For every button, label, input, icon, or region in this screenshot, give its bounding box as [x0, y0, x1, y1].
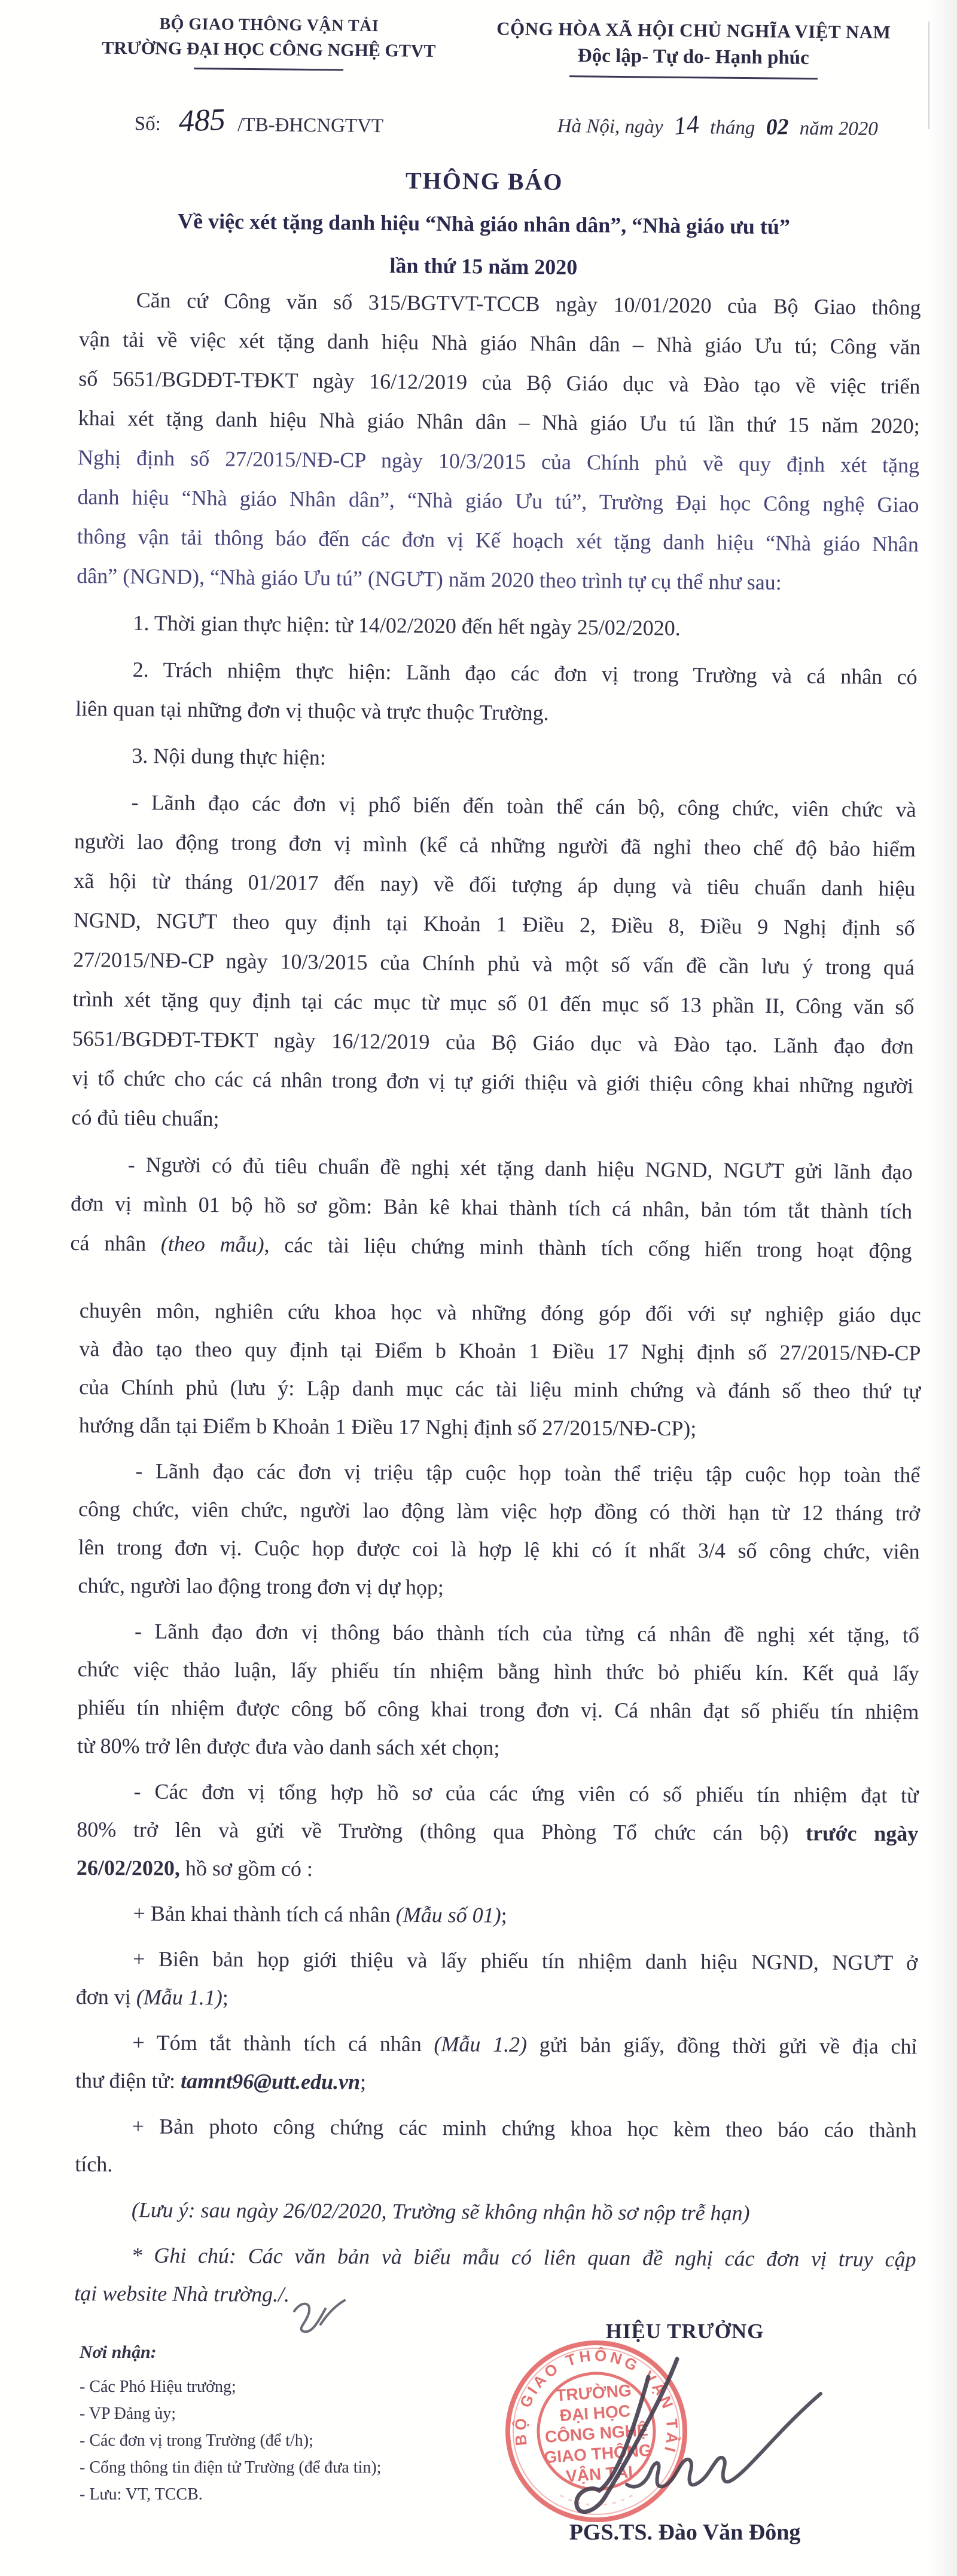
text-line [77, 1726, 919, 1769]
text-segment: thư điện tử: [75, 2068, 181, 2093]
paragraph [75, 735, 917, 783]
text-segment: ; [501, 1903, 507, 1927]
text-segment: hướng dẫn tại Điểm b Khoản 1 Điều 17 Nghị định số 27/2015/NĐ-CP); [78, 1413, 697, 1441]
text-segment: NGND, NGƯT theo quy định tại Khoản 1 Điều 2, Điều 8, Điều 9 Nghị định số [73, 907, 915, 940]
text-segment: + Biên bản họp giới thiệu và lấy phiếu tín nhiệm danh hiệu NGND, NGƯT ở [133, 1946, 918, 1975]
date-mid: tháng [709, 117, 755, 139]
text-line [78, 1650, 919, 1692]
text-segment: thông vận tải thông báo đến các đơn vị Kế hoạch xét tặng danh hiệu “Nhà giáo Nhân [77, 524, 919, 557]
national-motto: Độc lập- Tự do- Hạnh phúc [577, 45, 809, 69]
national-title: CỘNG HÒA XÃ HỘI CHỦ NGHĨA VIỆT NAM [496, 17, 891, 43]
text-line [75, 2107, 917, 2149]
paragraph [78, 1452, 920, 1609]
document-header [0, 13, 957, 118]
recipient-item: - Lưu: VT, TCCB. [80, 2485, 203, 2504]
paragraph [76, 1939, 918, 2020]
text-line [80, 1291, 921, 1334]
text-segment: ; [222, 1985, 228, 2010]
header-rule-right [569, 75, 818, 80]
text-segment: trước ngày [806, 1821, 919, 1846]
text-segment: 5651/BGDĐT-TĐKT ngày 16/12/2019 của Bộ Giáo dục và Đào tạo. Lãnh đạo đơn [72, 1026, 914, 1059]
text-segment: Nghị định số 27/2015/NĐ-CP ngày 10/3/2015 của Chính phủ về quy định xét tặng [77, 445, 920, 478]
text-line [77, 1810, 918, 1853]
paragraph [70, 1144, 913, 1270]
text-segment: 2. Trách nhiệm thực hiện: Lãnh đạo các đơn vị trong Trường và cá nhân có [132, 657, 918, 689]
text-segment: người lao động trong đơn vị mình (kể cả những người đã nghỉ theo chế độ bảo hiểm [74, 829, 916, 861]
text-segment: có đủ tiêu chuẩn; [71, 1105, 220, 1131]
text-line [76, 1978, 918, 2020]
text-line [78, 1566, 919, 1609]
text-segment: 80% trở lên và gửi về Trường (thông qua Phòng Tổ chức cán bộ) [77, 1817, 806, 1845]
text-segment: đơn vị [75, 1984, 136, 2009]
signer-title: HIỆU TRƯỞNG [605, 2320, 764, 2343]
recipient-item: - Cổng thông tin điện tử Trường (để đưa tin); [80, 2458, 382, 2477]
text-segment: chức việc thảo luận, lấy phiếu tín nhiệm bằng hình thức bỏ phiếu kín. Kết quả lấy [77, 1657, 919, 1686]
text-segment: - Người có đủ tiêu chuẩn đề nghị xét tặng danh hiệu NGND, NGƯT gửi lãnh đạo [127, 1152, 913, 1184]
text-segment: + Tóm tắt thành tích cá nhân [132, 2030, 434, 2056]
handwritten-signature [538, 2342, 849, 2522]
text-line [75, 2023, 917, 2065]
text-segment: liên quan tại những đơn vị thuộc và trực thuộc Trường. [75, 696, 549, 725]
recipients-list [80, 2373, 381, 2508]
text-segment: đơn vị mình 01 bộ hồ sơ gồm: Bản kê khai thành tích cá nhân, bản tóm tắt thành tích [70, 1191, 913, 1224]
text-segment: vị tổ chức cho các cá nhân trong đơn vị tự giới thiệu và giới thiệu công khai những người [71, 1065, 914, 1098]
scan-edge-shadow [928, 0, 957, 2576]
text-segment: - Các đơn vị tổng hợp hồ sơ của các ứng viên có số phiếu tín nhiệm đạt từ [133, 1779, 919, 1808]
text-segment: + Bản photo công chứng các minh chứng khoa học kèm theo báo cáo thành [132, 2114, 917, 2143]
text-segment: tại website Nhà trường./. [74, 2281, 290, 2306]
text-segment: phiếu tín nhiệm được công bố công khai trong đơn vị. Cá nhân đạt số phiếu tín nhiệm [77, 1695, 919, 1724]
document-subtitle: Về việc xét tặng danh hiệu “Nhà giáo nhân dân”, “Nhà giáo ưu tú” [177, 209, 791, 239]
issuer-ministry: BỘ GIAO THÔNG VẬN TẢI [159, 14, 379, 36]
text-segment: - Lãnh đạo các đơn vị triệu tập cuộc họp toàn thể triệu tập cuộc họp toàn thể [135, 1459, 921, 1487]
document-title: THÔNG BÁO [405, 167, 563, 195]
text-segment: và đào tạo theo quy định tại Điểm b Khoản 1 Điều 17 Nghị định số 27/2015/NĐ-CP [79, 1336, 921, 1365]
document-body [70, 280, 921, 2320]
issuer-block [83, 14, 455, 72]
text-line [78, 1528, 920, 1570]
page-2-text [74, 1291, 921, 2317]
text-segment: 26/02/2020, [76, 1855, 181, 1880]
document-subtitle-2: lần thứ 15 năm 2020 [389, 253, 578, 279]
paragraph [77, 1612, 919, 1769]
date-suffix: năm 2020 [799, 117, 879, 140]
text-segment: trình xét tặng quy định tại các mục từ mục số 01 đến mục số 13 phần II, Công văn số [72, 986, 915, 1019]
text-segment: cá nhân [70, 1230, 161, 1256]
text-segment: công chức, viên chức, người lao động làm việc hợp đồng có thời hạn từ 12 tháng trở [78, 1496, 921, 1526]
recipients-label: Nơi nhận: [80, 2342, 157, 2362]
text-segment: chức, người lao động trong đơn vị dự họp; [78, 1573, 444, 1600]
text-line [77, 556, 919, 604]
text-line [77, 1772, 918, 1814]
recipients-block [80, 2342, 381, 2508]
text-line [76, 1894, 918, 1936]
paragraph [77, 280, 921, 603]
text-line [75, 2145, 916, 2187]
text-segment: (Mẫu 1.1) [136, 1985, 223, 2010]
text-segment: 1. Thời gian thực hiện: từ 14/02/2020 đến hết ngày 25/02/2020. [133, 610, 681, 640]
date-prefix: Hà Nội, ngày [557, 115, 663, 138]
text-line [74, 2274, 916, 2317]
text-line [79, 1406, 921, 1449]
seal-line-2: ĐẠI HỌC [559, 2401, 631, 2425]
paragraph [77, 1772, 919, 1891]
text-line [70, 1223, 912, 1271]
paragraph [76, 1894, 918, 1936]
handwritten-number: 485 [178, 102, 227, 139]
paragraph [75, 2190, 916, 2233]
number-suffix: /TB-ĐHCNGTVT [237, 114, 384, 137]
text-line [79, 1330, 921, 1372]
text-segment: số 5651/BGDĐT-TĐKT ngày 16/12/2019 của Bộ Giáo dục và Đào tạo về việc triển [78, 366, 921, 399]
text-segment: lên trong đơn vị. Cuộc họp được coi là hợp lệ khi có ít nhất 3/4 số công chức, viên [78, 1535, 920, 1564]
text-line [77, 1688, 919, 1731]
handwritten-day: 14 [672, 111, 700, 140]
seal-line-4: GIAO THÔNG [543, 2440, 653, 2467]
text-segment: chuyên môn, nghiên cứu khoa học và những đóng góp đối với sự nghiệp giáo dục [79, 1298, 921, 1327]
header-rule-left [194, 68, 343, 71]
text-segment: - Lãnh đạo đơn vị thông báo thành tích của từng cá nhân đề nghị xét tặng, tổ [134, 1619, 920, 1648]
paragraph [75, 2107, 917, 2187]
issuer-university: TRƯỜNG ĐẠI HỌC CÔNG NGHỆ GTVT [102, 38, 436, 61]
page-1-text [70, 280, 921, 1270]
text-segment: tamnt96@utt.edu.vn [180, 2068, 361, 2094]
text-segment: 3. Nội dung thực hiện: [132, 743, 327, 769]
text-segment: dân” (NGND), “Nhà giáo Ưu tú” (NGƯT) năm 2020 theo trình tự cụ thể như sau: [77, 563, 782, 595]
text-segment: vận tải về việc xét tặng danh hiệu Nhà giáo Nhân dân – Nhà giáo Ưu tú; Công văn [78, 326, 921, 359]
text-segment: + Bản khai thành tích cá nhân [133, 1901, 396, 1927]
text-segment: , các tài liệu chứng minh thành tích cống hiến trong hoạt động [264, 1233, 912, 1263]
text-line [75, 2061, 917, 2104]
paragraph [79, 1291, 921, 1449]
text-segment: từ 80% trở lên được đưa vào danh sách xét chọn; [77, 1733, 500, 1760]
text-segment: (Lưu ý: sau ngày 26/02/2020, Trường sẽ không nhận hồ sơ nộp trễ hạn) [131, 2198, 750, 2225]
handwritten-month: 02 [766, 114, 790, 140]
text-line [74, 2236, 916, 2278]
text-segment: xã hội từ tháng 01/2017 đến nay) về đối tượng áp dụng và tiêu chuẩn danh hiệu [74, 868, 916, 901]
national-motto-block [478, 18, 909, 81]
handwritten-flourish [286, 2291, 352, 2345]
place-date-line [555, 111, 881, 140]
text-line [78, 1452, 920, 1494]
seal-line-5: VẬN TẢI [565, 2462, 633, 2486]
text-segment: của Chính phủ (lưu ý: Lập danh mục các tài liệu minh chứng và đánh số theo thứ tự [79, 1374, 921, 1404]
seal-line-1: TRƯỜNG [555, 2381, 632, 2405]
text-line [75, 689, 918, 737]
text-segment: * Ghi chú: Các văn bản và biểu mẫu có liên quan đề nghị các đơn vị truy cập [131, 2243, 916, 2272]
title-block [17, 163, 951, 283]
text-line [75, 735, 917, 783]
paragraph [75, 649, 918, 737]
paragraph [71, 782, 916, 1145]
text-segment: danh hiệu “Nhà giáo Nhân dân”, “Nhà giáo Ưu tú”, Trường Đại học Công nghệ Giao [77, 484, 919, 517]
text-segment: hồ sơ gồm có : [179, 1856, 313, 1881]
text-segment: Căn cứ Công văn số 315/BGTVT-TCCB ngày 10/01/2020 của Bộ Giao thông [136, 288, 921, 320]
text-line [78, 1612, 919, 1654]
number-label: Số: [134, 113, 161, 135]
recipient-item: - Các đơn vị trong Trường (để t/h); [80, 2431, 313, 2450]
text-segment: tích. [75, 2152, 113, 2177]
text-segment: ; [360, 2070, 367, 2094]
text-segment: khai xét tặng danh hiệu Nhà giáo Nhân dân – Nhà giáo Ưu tú lần thứ 15 năm 2020; [78, 405, 920, 438]
text-segment: 27/2015/NĐ-CP ngày 10/3/2015 của Chính phủ và một số vấn đề cần lưu ý trong quá [72, 947, 915, 980]
text-segment: - Lãnh đạo các đơn vị phổ biến đến toàn thể cán bộ, công chức, viên chức và [131, 790, 916, 822]
reference-line [0, 102, 957, 156]
recipient-item: - VP Đảng ủy; [80, 2404, 176, 2423]
seal-ring-text: BỘ GIAO THÔNG VẬN TẢI [511, 2346, 682, 2457]
signer-name: PGS.TS. Đào Văn Đông [569, 2520, 801, 2545]
text-line [75, 2190, 916, 2233]
text-line [79, 1368, 921, 1410]
text-line [77, 1848, 918, 1891]
text-line [78, 1490, 920, 1532]
scan-artifact-line [928, 22, 929, 129]
text-line [71, 1098, 913, 1145]
text-segment: (theo mẫu) [160, 1232, 264, 1257]
paragraph [74, 2236, 916, 2317]
document-number [134, 102, 384, 139]
paragraph [75, 2023, 918, 2104]
text-line [76, 603, 918, 650]
seal-line-3: CÔNG NGHỆ [544, 2421, 649, 2446]
text-segment: (Mẫu 1.2) [434, 2032, 528, 2056]
text-segment: gửi bản giấy, đồng thời gửi về địa chỉ [526, 2032, 918, 2059]
text-line [76, 1939, 918, 1982]
recipient-item: - Các Phó Hiệu trưởng; [80, 2378, 236, 2396]
paragraph [76, 603, 918, 650]
text-segment: (Mẫu số 01) [395, 1902, 501, 1927]
